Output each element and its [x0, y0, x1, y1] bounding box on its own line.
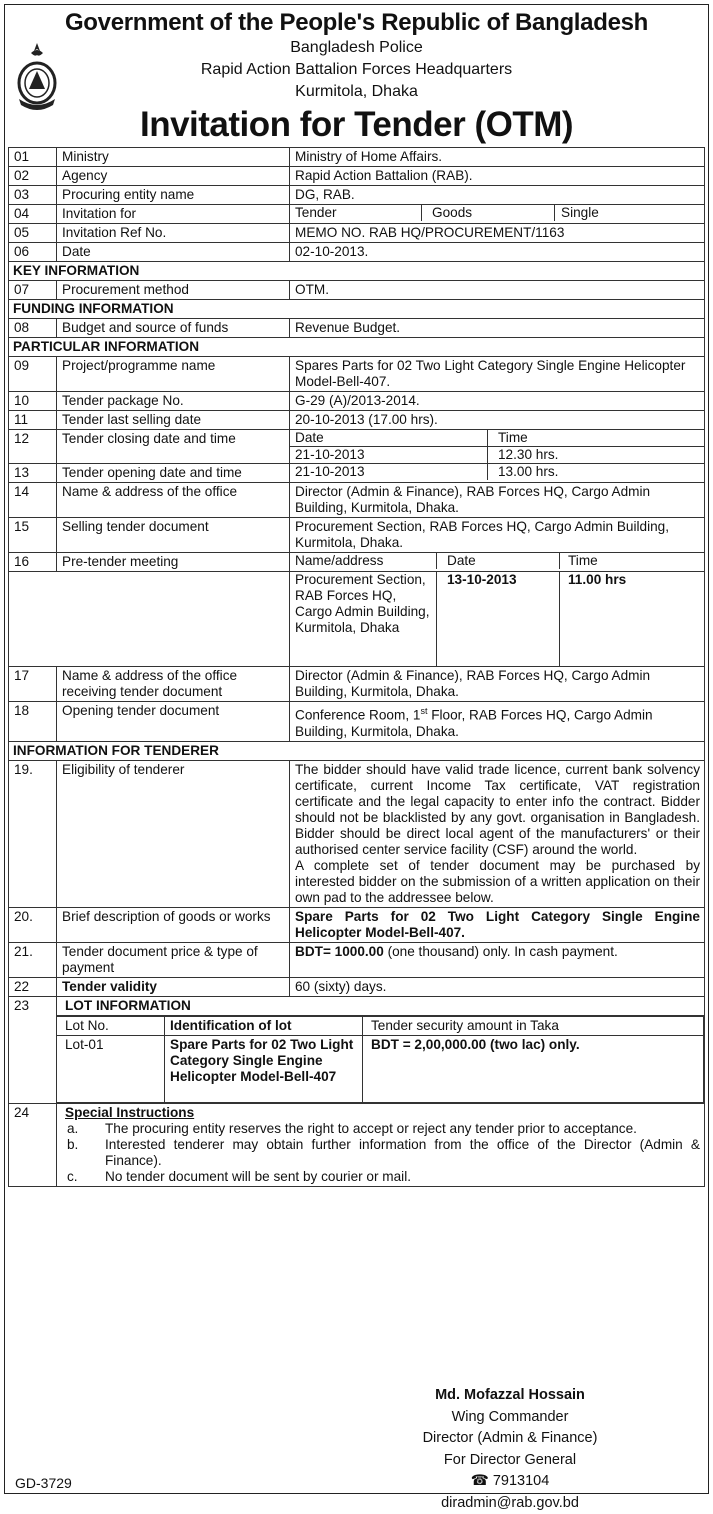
hq-location: Kurmitola, Dhaka — [5, 81, 708, 103]
table-row: 09 Project/programme name Spares Parts for 02 Two Light Category Single Engine Helicopter Model-Bell-407. — [9, 357, 705, 392]
table-row: 04 Invitation for Tender Goods Single — [9, 205, 705, 224]
table-row: 20. Brief description of goods or works Spare Parts for 02 Two Light Category Single Engine Helicopter Model-Bell-407. — [9, 907, 705, 942]
section-heading: FUNDING INFORMATION — [9, 300, 705, 319]
government-title: Government of the People's Republic of Bangladesh — [5, 9, 708, 37]
table-row: 17 Name & address of the office receiving tender document Director (Admin & Finance), RAB Forces HQ, Cargo Admin Building, Kurmitola, Dhaka. — [9, 667, 705, 702]
table-row: 12 Tender closing date and time Date Time 21-10-2013 12.30 hrs. — [9, 430, 705, 464]
tender-table — [8, 147, 705, 1187]
table-row: 11 Tender last selling date 20-10-2013 (17.00 hrs). — [9, 411, 705, 430]
signature-block — [400, 1385, 620, 1514]
lot-table: Lot No. Identification of lot Tender security amount in Taka Lot-01 Spare Parts for 02 Two Light Category Single Engine Helicopter Model-Bell-407 BDT = 2,00,000.00 (two lac) only. — [57, 1016, 704, 1103]
table-row: 10 Tender package No. G-29 (A)/2013-2014. — [9, 392, 705, 411]
table-row: 22 Tender validity 60 (sixty) days. — [9, 977, 705, 996]
list-item: c. No tender document will be sent by courier or mail. — [65, 1169, 700, 1185]
phone-line: ☎ 7913104 — [400, 1471, 620, 1493]
table-row: 23 LOT INFORMATION Lot No. Identification of lot Tender security amount in Taka Lot-01 Spare Parts for 02 Two Light Category Single Engine Helicopter Model-Bell-407 BDT = 2,00,000.00 (two lac) only. — [9, 996, 705, 1103]
table-row: 05 Invitation Ref No. MEMO NO. RAB HQ/PROCUREMENT/1163 — [9, 224, 705, 243]
police-emblem-icon — [13, 39, 61, 121]
table-row: 06 Date 02-10-2013. — [9, 243, 705, 262]
police-name: Bangladesh Police — [5, 37, 708, 59]
table-row: 16 Pre-tender meeting Name/address Date Time — [9, 553, 705, 572]
table-row: 21. Tender document price & type of payment BDT= 1000.00 (one thousand) only. In cash payment. — [9, 942, 705, 977]
table-row: 02 Agency Rapid Action Battalion (RAB). — [9, 167, 705, 186]
signatory-post: Director (Admin & Finance) — [400, 1428, 620, 1450]
signatory-name: Md. Mofazzal Hossain — [400, 1385, 620, 1407]
signatory-for: For Director General — [400, 1450, 620, 1472]
table-row: 18 Opening tender document Conference Room, 1st Floor, RAB Forces HQ, Cargo Admin Building, Kurmitola, Dhaka. — [9, 702, 705, 742]
gd-code: GD-3729 — [15, 1475, 72, 1491]
table-row: 24 Special Instructions a. The procuring entity reserves the right to accept or reject any tender prior to acceptance. b. Interested tenderer may obtain further information from the office of the Director (Admin & Finance). c. No tender document will be sent by courier or mail. — [9, 1103, 705, 1186]
table-row: 15 Selling tender document Procurement Section, RAB Forces HQ, Cargo Admin Building, Kurmitola, Dhaka. — [9, 518, 705, 553]
section-heading: PARTICULAR INFORMATION — [9, 338, 705, 357]
hq-name: Rapid Action Battalion Forces Headquarters — [5, 59, 708, 81]
table-row: 08 Budget and source of funds Revenue Budget. — [9, 319, 705, 338]
table-row: 19. Eligibility of tenderer The bidder should have valid trade licence, current bank solvency certificate, current Income Tax certificate, VAT registration certificate and the legal capacity to enter info the contract. Bidder should not be blacklisted by any govt. organisation in Bangladesh. Bidder should be direct local agent of the manufacturers' or their authorised center service facility (CSF) around the world. A complete set of tender document may be purchased by interested bidder on the submission of a written application on their own pad to the addressee below. — [9, 760, 705, 907]
list-item: a. The procuring entity reserves the right to accept or reject any tender prior to acceptance. — [65, 1121, 700, 1137]
table-row: 01 Ministry Ministry of Home Affairs. — [9, 148, 705, 167]
section-heading: INFORMATION FOR TENDERER — [9, 741, 705, 760]
table-row: Procurement Section, RAB Forces HQ, Cargo Admin Building, Kurmitola, Dhaka 13-10-2013 11.00 hrs — [9, 572, 705, 667]
table-row: 14 Name & address of the office Director (Admin & Finance), RAB Forces HQ, Cargo Admin Building, Kurmitola, Dhaka. — [9, 483, 705, 518]
signatory-rank: Wing Commander — [400, 1407, 620, 1429]
email[interactable]: diradmin@rab.gov.bd — [400, 1493, 620, 1514]
list-item: b. Interested tenderer may obtain further information from the office of the Director (Admin & Finance). — [65, 1137, 700, 1169]
page-title: Invitation for Tender (OTM) — [5, 103, 708, 147]
header — [5, 9, 708, 147]
instruction-list — [65, 1121, 700, 1185]
table-row: 13 Tender opening date and time 21-10-2013 13.00 hrs. — [9, 464, 705, 483]
table-row: 07 Procurement method OTM. — [9, 281, 705, 300]
section-heading: KEY INFORMATION — [9, 262, 705, 281]
phone-icon: ☎ — [471, 1473, 489, 1489]
tender-notice — [4, 4, 709, 1494]
table-row: 03 Procuring entity name DG, RAB. — [9, 186, 705, 205]
